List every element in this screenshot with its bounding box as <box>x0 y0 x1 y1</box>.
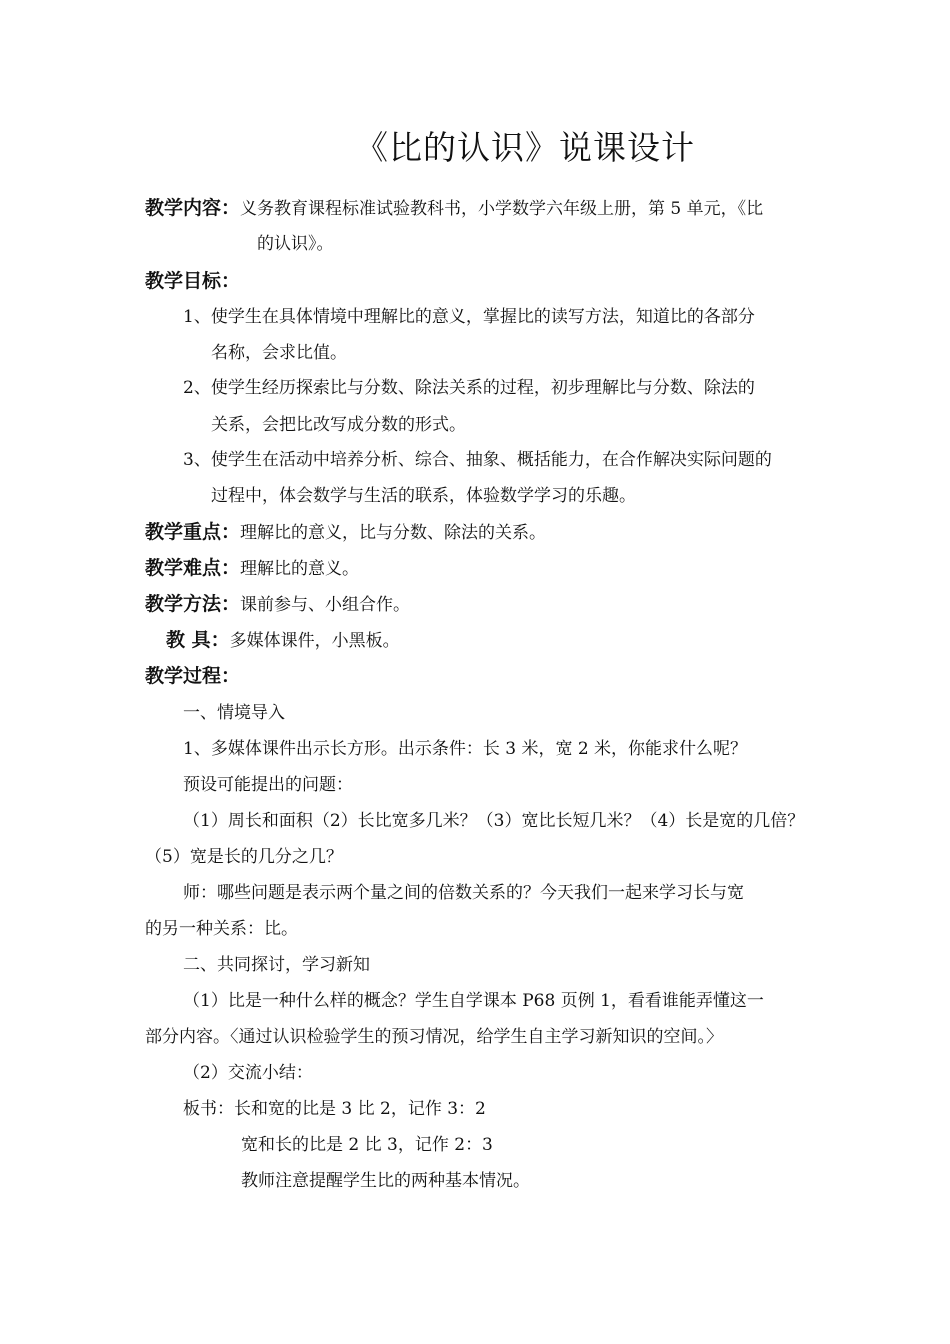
process-paragraph: 预设可能提出的问题： <box>183 775 353 795</box>
process-label: 教学过程： <box>145 665 241 687</box>
goal-3-line-1: 3、使学生在活动中培养分析、综合、抽象、概括能力，在合作解决实际问题的 <box>183 450 772 470</box>
goal-2-line-1: 2、使学生经历探索比与分数、除法关系的过程，初步理解比与分数、除法的 <box>183 378 755 398</box>
difficulty-line <box>145 556 359 581</box>
section-2-heading: 二、共同探讨，学习新知 <box>183 955 370 975</box>
process-paragraph: 的另一种关系：比。 <box>145 919 298 939</box>
method-text: 课前参与、小组合作。 <box>240 595 411 615</box>
goal-3-line-2: 过程中，体会数学与生活的联系，体验数学学习的乐趣。 <box>211 486 636 506</box>
content-text-2: 的认识》。 <box>257 234 334 254</box>
process-paragraph: （1）周长和面积（2）长比宽多几米？（3）宽比长短几米？（4）长是宽的几倍？ <box>183 811 805 831</box>
focus-label: 教学重点： <box>145 521 241 543</box>
process-paragraph: 1、多媒体课件出示长方形。出示条件：长 3 米，宽 2 米，你能求什么呢？ <box>183 739 748 759</box>
process-paragraph: 部分内容。〈通过认识检验学生的预习情况，给学生自主学习新知识的空间。〉 <box>145 1027 723 1047</box>
difficulty-text: 理解比的意义。 <box>240 559 360 579</box>
goal-1-line-2: 名称，会求比值。 <box>211 343 347 363</box>
process-paragraph: （1）比是一种什么样的概念？学生自学课本 P68 页例 1，看看谁能弄懂这一 <box>183 991 764 1011</box>
content-label: 教学内容： <box>145 197 241 219</box>
goal-2-line-2: 关系，会把比改写成分数的形式。 <box>211 415 466 435</box>
process-paragraph: （5）宽是长的几分之几？ <box>145 847 343 867</box>
difficulty-label: 教学难点： <box>145 557 241 579</box>
tools-text: 多媒体课件，小黑板。 <box>229 631 400 651</box>
focus-text: 理解比的意义，比与分数、除法的关系。 <box>240 523 547 543</box>
process-paragraph: 师：哪些问题是表示两个量之间的倍数关系的？今天我们一起来学习长与宽 <box>183 883 744 903</box>
process-paragraph: （2）交流小结： <box>183 1063 313 1083</box>
focus-line <box>145 520 546 545</box>
goal-1-line-1: 1、使学生在具体情境中理解比的意义，掌握比的读写方法，知道比的各部分 <box>183 307 755 327</box>
section-1-heading: 一、情境导入 <box>183 703 285 723</box>
board-note: 板书：长和宽的比是 3 比 2，记作 3：2 <box>183 1099 486 1119</box>
content-text-1: 义务教育课程标准试验教科书，小学数学六年级上册，第 5 单元，《比 <box>240 199 764 219</box>
method-label: 教学方法： <box>145 593 241 615</box>
page-title: 《比的认识》说课设计 <box>355 128 695 167</box>
process-paragraph: 教师注意提醒学生比的两种基本情况。 <box>241 1171 530 1191</box>
content-line-1 <box>145 196 763 221</box>
method-line <box>145 592 410 617</box>
tools-line <box>166 628 400 653</box>
goals-label: 教学目标： <box>145 270 241 292</box>
board-note: 宽和长的比是 2 比 3，记作 2：3 <box>241 1135 493 1155</box>
tools-label: 教 具： <box>166 629 230 651</box>
